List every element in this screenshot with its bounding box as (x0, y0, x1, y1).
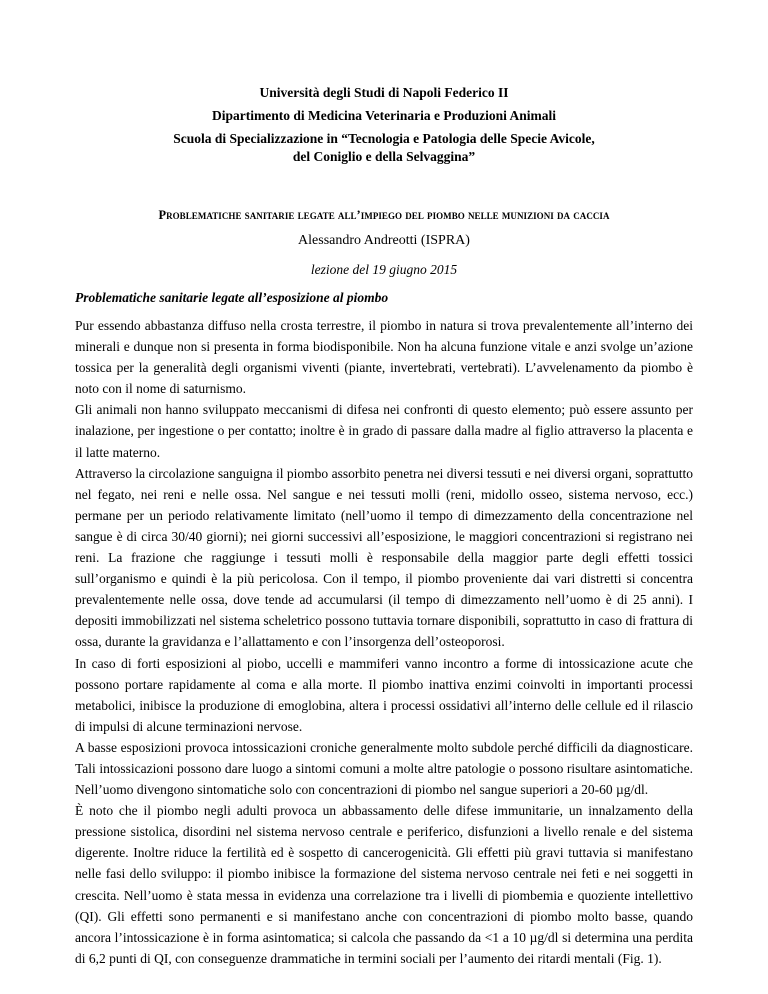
university-name: Università degli Studi di Napoli Federico II (259, 85, 509, 100)
paragraph: Attraverso la circolazione sanguigna il piombo assorbito penetra nei diversi tessuti e nei diversi organi, soprattutto nel fegato, nei reni e nelle ossa. Nel sangue e nei tessuti molli (reni, midollo osseo, sistema nervoso, ecc.) permane per un periodo relativamente limitato (nell’uomo il tempo di dimezzamento della concentrazione nel sangue è di circa 30/40 giorni); nei giorni successivi all’esposizione, le maggiori concentrazioni si registrano nei reni. La frazione che raggiunge i tessuti molli è responsabile della maggior parte degli effetti tossici sull’organismo e quindi è la più pericolosa. Con il tempo, il piombo proveniente dai vari distretti si concentra prevalentemente nelle ossa, dove tende ad accumularsi (il tempo di dimezzamento nell’uomo è di 25 anni). I depositi immobilizzati nel sistema scheletrico possono tuttavia tornare disponibili, soprattutto in caso di frattura di ossa, durante la gravidanza e l’allattamento e con l’insorgenza dell’osteoporosi. (75, 465, 693, 650)
lecture-date: lezione del 19 giugno 2015 (310, 262, 458, 277)
section-heading: Problematiche sanitarie legate all’esposizione al piombo (75, 290, 389, 305)
paragraph: A basse esposizioni provoca intossicazioni croniche generalmente molto subdole perché difficili da diagnosticare. Tali intossicazioni possono dare luogo a sintomi comuni a molte altre patologie o possono risultare asintomatiche. Nell’uomo divengono sintomatiche solo con concentrazioni di piombo nel sangue superiori a 20-60 µg/dl. (75, 739, 693, 798)
body-text (75, 315, 693, 969)
department-name: Dipartimento di Medicina Veterinaria e Produzioni Animali (212, 108, 556, 123)
paragraph: Pur essendo abbastanza diffuso nella crosta terrestre, il piombo in natura si trova prevalentemente all’interno dei minerali e dunque non si presenta in forma biodisponibile. Non ha alcuna funzione vitale e anzi svolge un’azione tossica per la generalità degli organismi viventi (piante, invertebrati, vertebrati). L’avvelenamento da piombo è noto con il nome di saturnismo. (75, 318, 693, 397)
paragraph: È noto che il piombo negli adulti provoca un abbassamento delle difese immunitarie, un innalzamento della pressione sistolica, disordini nel sistema nervoso centrale e periferico, disfunzioni a livello renale e del sistema digerente. Inoltre riduce la fertilità ed è sospetto di cancerogenicità. Gli effetti più gravi tuttavia si manifestano nelle fasi dello sviluppo: il piombo inibisce la formazione del sistema nervoso centrale nei feti e nei soggetti in crescita. Nell’uomo è stata messa in evidenza una correlazione tra i livelli di piombemia e quoziente intellettivo (QI). Gli effetti sono permanenti e si manifestano anche con concentrazioni di piombo molto basse, quando ancora l’intossicazione è in forma asintomatica; si calcola che passando da <1 a 10 µg/dl si determina una perdita di 6,2 punti di QI, con conseguenze drammatiche in termini sociali per l’aumento dei ritardi mentali (Fig. 1). (75, 803, 693, 966)
document-title: Problematiche sanitarie legate all’impiego del piombo nelle munizioni da caccia (158, 208, 610, 222)
paragraph: Gli animali non hanno sviluppato meccanismi di difesa nei confronti di questo elemento; può essere assunto per inalazione, per ingestione o per contatto; inoltre è in grado di passare dalla madre al figlio attraverso la placenta e il latte materno. (75, 402, 693, 460)
paragraph: In caso di forti esposizioni al piobo, uccelli e mammiferi vanno incontro a forme di intossicazione acute che possono portare rapidamente al coma e alla morte. Il piombo inattiva enzimi coinvolti in importanti processi metabolici, inibisce la produzione di emoglobina, altera i processi ossidativi all’interno delle cellule ed il rilascio di impulsi di alcune terminazioni nervose. (75, 655, 693, 734)
school-name-line2: del Coniglio e della Selvaggina” (292, 149, 476, 164)
author: Alessandro Andreotti (ISPRA) (298, 233, 470, 248)
school-name-line1: Scuola di Specializzazione in “Tecnologia e Patologia delle Specie Avicole, (173, 131, 595, 146)
